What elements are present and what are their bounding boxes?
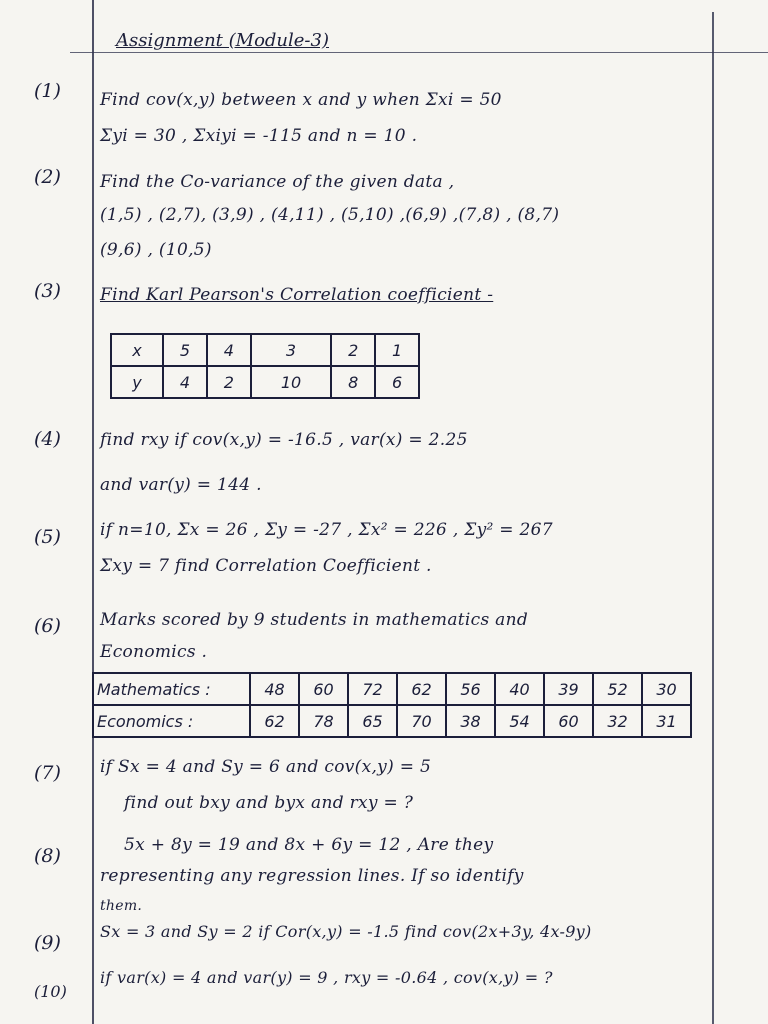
question-2-line-3: (9,6) , (10,5)	[100, 240, 212, 260]
table-cell: 31	[642, 705, 691, 737]
table-cell: 48	[250, 673, 299, 705]
question-6-line-1: Marks scored by 9 students in mathematics and	[100, 610, 529, 630]
question-8-line-3: them.	[100, 898, 143, 914]
table-cell: 10	[251, 366, 331, 398]
page-title: Assignment (Module-3)	[116, 30, 329, 51]
table-cell: 38	[446, 705, 495, 737]
question-number: (1)	[34, 80, 61, 102]
table-cell: 8	[331, 366, 375, 398]
table-cell: 4	[163, 366, 207, 398]
table-cell: 6	[375, 366, 419, 398]
table-cell: 62	[397, 673, 446, 705]
question-4-line-2: and var(y) = 144 .	[100, 475, 262, 495]
question-number: (5)	[34, 526, 61, 548]
question-number: (10)	[34, 982, 67, 1001]
question-number: (3)	[34, 280, 61, 302]
table-cell: 62	[250, 705, 299, 737]
question-2-line-1: Find the Co-variance of the given data ,	[100, 172, 455, 192]
table-cell: 52	[593, 673, 642, 705]
table-cell: 54	[495, 705, 544, 737]
question-number: (7)	[34, 762, 61, 784]
table-row	[93, 673, 691, 705]
xy-table	[110, 333, 420, 399]
table-cell: 78	[299, 705, 348, 737]
table-cell: 30	[642, 673, 691, 705]
right-margin-line	[712, 12, 714, 1024]
question-4-line-1: find rxy if cov(x,y) = -16.5 , var(x) = 2.25	[100, 430, 468, 450]
table-cell: y	[111, 366, 163, 398]
marks-table	[92, 672, 692, 738]
table-cell: 32	[593, 705, 642, 737]
table-cell: 5	[163, 334, 207, 366]
question-7-line-1: if Sx = 4 and Sy = 6 and cov(x,y) = 5	[100, 757, 432, 777]
table-cell: 40	[495, 673, 544, 705]
question-8-line-1: 5x + 8y = 19 and 8x + 6y = 12 , Are they	[124, 835, 494, 855]
question-1-line-1: Find cov(x,y) between x and y when Σxi = 50	[100, 90, 502, 110]
table-cell: 1	[375, 334, 419, 366]
margin-line	[92, 0, 94, 1024]
table-row	[93, 705, 691, 737]
table-cell: Economics :	[93, 705, 250, 737]
question-number: (9)	[34, 932, 61, 954]
table-cell: 60	[299, 673, 348, 705]
question-5-line-1: if n=10, Σx = 26 , Σy = -27 , Σx² = 226 , Σy² = 267	[100, 520, 553, 540]
table-cell: 70	[397, 705, 446, 737]
table-cell: 56	[446, 673, 495, 705]
table-cell: 4	[207, 334, 251, 366]
table-cell: 2	[207, 366, 251, 398]
question-number: (8)	[34, 845, 61, 867]
table-cell: x	[111, 334, 163, 366]
question-5-line-2: Σxy = 7 find Correlation Coefficient .	[100, 556, 432, 576]
table-row	[111, 366, 419, 398]
table-cell: 72	[348, 673, 397, 705]
question-9-line-1: Sx = 3 and Sy = 2 if Cor(x,y) = -1.5 find cov(2x+3y, 4x-9y)	[100, 922, 592, 941]
table-row	[111, 334, 419, 366]
question-3-line-1: Find Karl Pearson's Correlation coefficient -	[100, 285, 494, 305]
table-cell: 60	[544, 705, 593, 737]
question-10-line-1: if var(x) = 4 and var(y) = 9 , rxy = -0.64 , cov(x,y) = ?	[100, 968, 553, 987]
question-number: (2)	[34, 166, 61, 188]
table-cell: Mathematics :	[93, 673, 250, 705]
question-6-line-2: Economics .	[100, 642, 208, 662]
question-1-line-2: Σyi = 30 , Σxiyi = -115 and n = 10 .	[100, 126, 418, 146]
table-cell: 3	[251, 334, 331, 366]
question-number: (4)	[34, 428, 61, 450]
table-cell: 2	[331, 334, 375, 366]
question-7-line-2: find out bxy and byx and rxy = ?	[124, 793, 414, 813]
table-cell: 39	[544, 673, 593, 705]
table-cell: 65	[348, 705, 397, 737]
question-2-line-2: (1,5) , (2,7), (3,9) , (4,11) , (5,10) ,(6,9) ,(7,8) , (8,7)	[100, 205, 560, 225]
question-number: (6)	[34, 615, 61, 637]
question-8-line-2: representing any regression lines. If so identify	[100, 866, 524, 886]
header-rule	[70, 52, 768, 53]
